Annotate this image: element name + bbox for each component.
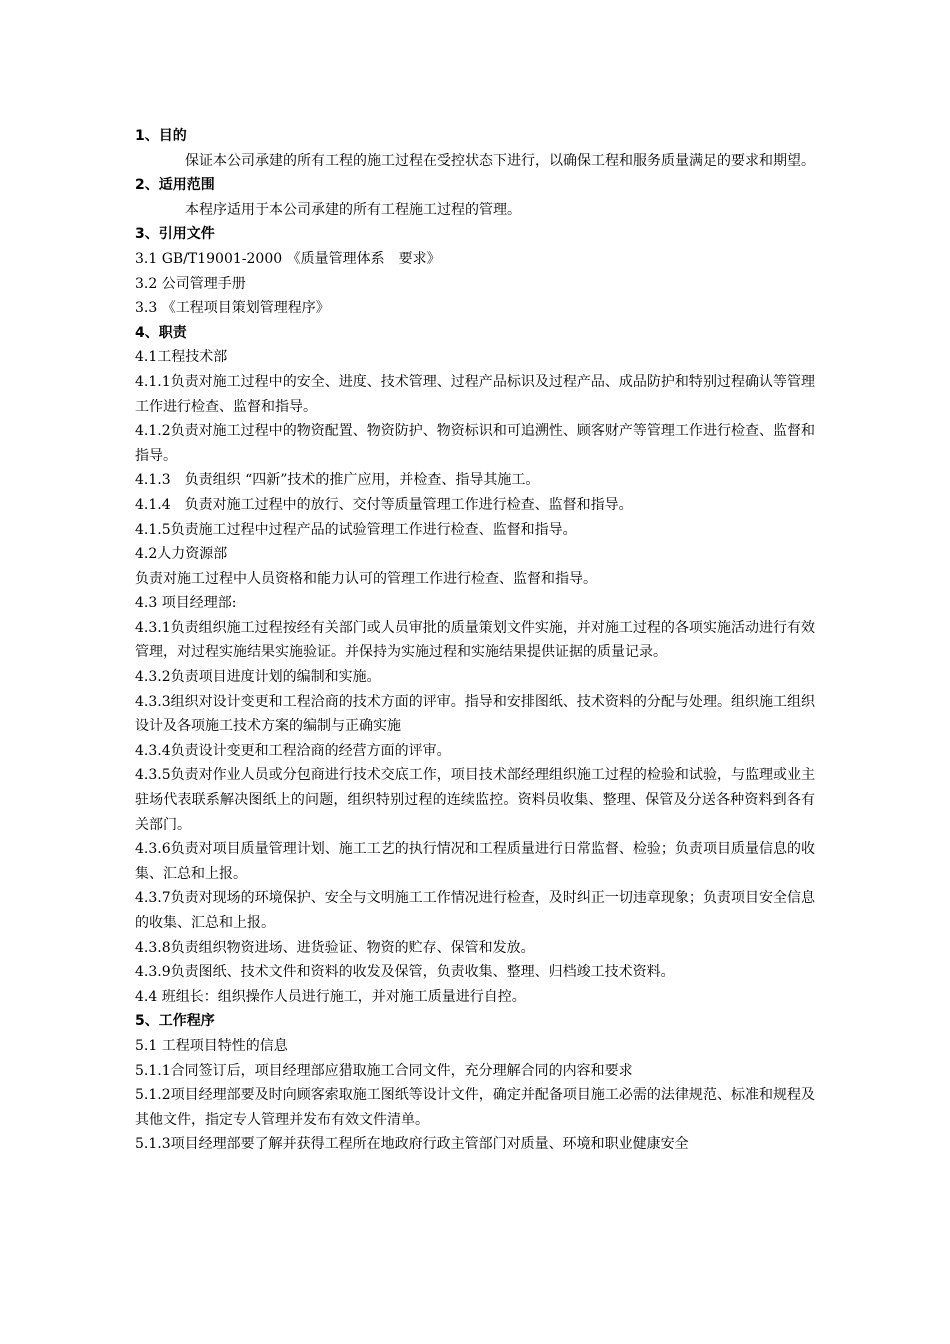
- paragraph: 4.3.7负责对现场的环境保护、安全与文明施工工作情况进行检查，及时纠正一切违章现象；负责项目安全信息的收集、汇总和上报。: [135, 890, 815, 931]
- paragraph: 4.3.5负责对作业人员或分包商进行技术交底工作，项目技术部经理组织施工过程的检验和试验，与监理或业主驻场代表联系解决图纸上的问题，组织特别过程的连续监控。资料员收集、整理、保管及分送各种资料到各有关部门。: [135, 767, 815, 833]
- paragraph: 4.1.2负责对施工过程中的物资配置、物资防护、物资标识和可追溯性、顾客财产等管理工作进行检查、监督和指导。: [135, 423, 815, 464]
- paragraph: 4.3.4负责设计变更和工程洽商的经营方面的评审。: [135, 742, 451, 759]
- paragraph: 4.3.3组织对设计变更和工程洽商的技术方面的评审。指导和安排图纸、技术资料的分配与处理。组织施工组织设计及各项施工技术方案的编制与正确实施: [135, 693, 815, 735]
- paragraph: 4.3 项目经理部:: [135, 595, 237, 612]
- paragraph: 4.3.1负责组织施工过程按经有关部门或人员审批的质量策划文件实施，并对施工过程的各项实施活动进行有效管理，对过程实施结果实施验证。并保持为实施过程和实施结果提供证据的质量记录。: [135, 619, 815, 661]
- paragraph: 4.3.9负责图纸、技术文件和资料的收发及保管，负责收集、整理、归档竣工技术资料。: [135, 964, 675, 981]
- paragraph: 5.1.3项目经理部要了解并获得工程所在地政府行政主管部门对质量、环境和职业健康安全: [135, 1136, 689, 1153]
- paragraph: 3.1 GB/T19001-2000 《质量管理体系 要求》: [135, 250, 441, 267]
- paragraph: 本程序适用于本公司承建的所有工程施工过程的管理。: [185, 201, 521, 218]
- paragraph: 5.1 工程项目特性的信息: [135, 1037, 288, 1054]
- section-heading: 3、引用文件: [135, 226, 215, 243]
- paragraph: 4.2人力资源部: [135, 546, 228, 563]
- section-heading: 5、工作程序: [135, 1013, 215, 1030]
- paragraph: 4.1工程技术部: [135, 349, 228, 366]
- paragraph: 4.4 班组长：组织操作人员进行施工，并对施工质量进行自控。: [135, 988, 526, 1005]
- paragraph: 保证本公司承建的所有工程的施工过程在受控状态下进行，以确保工程和服务质量满足的要求和期望。: [185, 152, 815, 169]
- paragraph: 4.1.1负责对施工过程中的安全、进度、技术管理、过程产品标识及过程产品、成品防护和特别过程确认等管理工作进行检查、监督和指导。: [135, 373, 815, 415]
- paragraph: 4.3.2负责项目进度计划的编制和实施。: [135, 669, 381, 686]
- paragraph: 4.3.8负责组织物资进场、进货验证、物资的贮存、保管和发放。: [135, 939, 535, 956]
- section-heading: 1、目的: [135, 128, 187, 144]
- paragraph: 负责对施工过程中人员资格和能力认可的管理工作进行检查、监督和指导。: [135, 570, 597, 587]
- paragraph: 5.1.1合同签订后，项目经理部应猎取施工合同文件，充分理解合同的内容和要求: [135, 1062, 633, 1079]
- paragraph: 3.2 公司管理手册: [135, 275, 246, 292]
- paragraph: 4.3.6负责对项目质量管理计划、施工工艺的执行情况和工程质量进行日常监督、检验；负责项目质量信息的收集、汇总和上报。: [135, 841, 815, 882]
- section-heading: 4、职责: [135, 324, 187, 341]
- paragraph: 5.1.2项目经理部要及时向顾客索取施工图纸等设计文件，确定并配备项目施工必需的法律规范、标准和规程及其他文件，指定专人管理并发布有效文件清单。: [135, 1087, 815, 1128]
- section-heading: 2、适用范围: [135, 177, 215, 194]
- paragraph: 3.3 《工程项目策划管理程序》: [135, 300, 330, 317]
- paragraph: 4.1.4 负责对施工过程中的放行、交付等质量管理工作进行检查、监督和指导。: [135, 496, 633, 513]
- paragraph: 4.1.5负责施工过程中过程产品的试验管理工作进行检查、监督和指导。: [135, 521, 577, 538]
- paragraph: 4.1.3 负责组织 “四新”技术的推广应用，并检查、指导其施工。: [135, 472, 540, 489]
- document-page: [135, 124, 815, 1157]
